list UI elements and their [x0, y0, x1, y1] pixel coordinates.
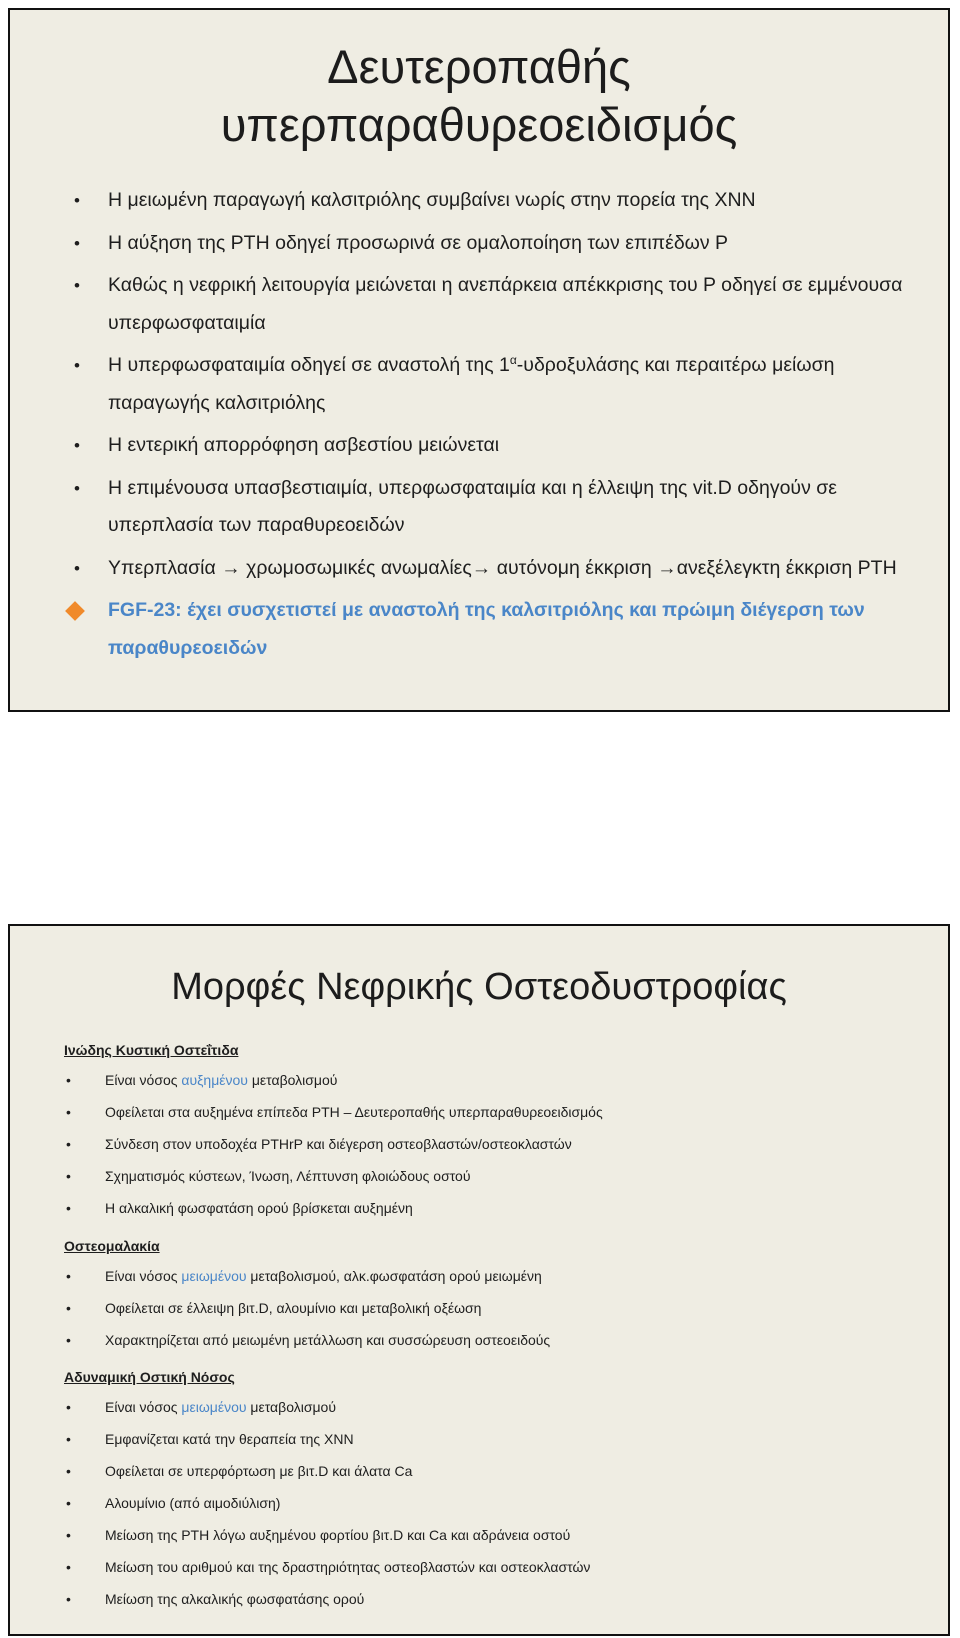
- bullet-dot-icon: •: [66, 1136, 71, 1152]
- list-item: [64, 1324, 924, 1356]
- highlight-word: μειωμένου: [181, 1268, 247, 1284]
- slide-secondary-hyperparathyroidism: [8, 8, 950, 712]
- list-item-text: Η επιμένουσα υπασβεστιαιμία, υπερφωσφαταιμία και η έλλειψη της vit.D οδηγούν σε υπερπλασία των παραθυρεοειδών: [108, 476, 837, 536]
- bullet-dot-icon: •: [74, 558, 80, 578]
- bullet-dot-icon: •: [66, 1399, 71, 1415]
- list-item: [70, 225, 930, 263]
- list-item: [70, 470, 930, 545]
- list-item-text-post: -υδροξυλάσης και περαιτέρω μείωση παραγωγής καλσιτριόλης: [108, 354, 835, 414]
- section-heading-osteitis-fibrosa: Ινώδης Κυστική Οστεΐτιδα: [64, 1042, 239, 1058]
- list-item-text: Η εντερική απορρόφηση ασβεστίου μειώνεται: [108, 434, 500, 456]
- list-item-text: Η μειωμένη παραγωγή καλσιτριόλης συμβαίνει νωρίς στην πορεία της ΧΝΝ: [108, 189, 756, 211]
- bullet-dot-icon: •: [66, 1072, 71, 1088]
- bullet-dot-icon: •: [66, 1104, 71, 1120]
- bullet-dot-icon: •: [74, 276, 80, 295]
- bullet-dot-icon: •: [66, 1495, 71, 1511]
- bullet-list: [70, 182, 930, 672]
- slide-title: [10, 38, 948, 154]
- bullet-dot-icon: •: [66, 1559, 71, 1575]
- list-item-text-post: μεταβολισμού, αλκ.φωσφατάση ορού μειωμένη: [246, 1268, 542, 1284]
- list-item-text: Είναι νόσος: [105, 1072, 182, 1088]
- orange-diamond-bullet-icon: [65, 601, 85, 621]
- highlight-word: αυξημένου: [181, 1072, 248, 1088]
- list-item-text: Μείωση της αλκαλικής φωσφατάσης ορού: [105, 1591, 365, 1607]
- fgf23-text: FGF-23: έχει συσχετιστεί με αναστολή της καλσιτριόλης και πρώιμη διέγερση των παραθυρεοειδών: [108, 599, 865, 659]
- bullet-dot-icon: •: [66, 1527, 71, 1543]
- list-item: [64, 1487, 924, 1519]
- slide-title: Μορφές Νεφρικής Οστεοδυστροφίας: [171, 966, 787, 1008]
- fgf23-highlight-item: [70, 592, 930, 667]
- list-item-text: Είναι νόσος: [105, 1268, 182, 1284]
- list-item-text: Η αύξηση της ΡΤΗ οδηγεί προσωρινά σε ομαλοποίηση των επιπέδων Ρ: [108, 231, 729, 254]
- bullet-dot-icon: •: [66, 1200, 71, 1216]
- list-item-text: Εμφανίζεται κατά την θεραπεία της ΧΝΝ: [105, 1431, 354, 1447]
- list-item: [64, 1128, 924, 1160]
- list-item-text-pre: Η υπερφωσφαταιμία οδηγεί σε αναστολή της 1: [108, 354, 510, 376]
- list-item: [64, 1519, 924, 1551]
- bullet-dot-icon: •: [74, 478, 80, 498]
- section-heading-osteomalacia: Οστεομαλακία: [64, 1238, 160, 1254]
- list-item: [70, 182, 930, 220]
- list-item: [70, 550, 930, 588]
- list-item-text: Καθώς η νεφρική λειτουργία μειώνεται η ανεπάρκεια απέκκρισης του Ρ οδηγεί σε εμμένουσα υπερφωσφαταιμία: [108, 274, 903, 334]
- list-item-text-post: μεταβολισμού: [246, 1399, 336, 1415]
- bullet-dot-icon: •: [66, 1463, 71, 1479]
- list-item: [64, 1455, 924, 1487]
- list-item-text: Οφείλεται σε έλλειψη βιτ.D, αλουμίνιο και μεταβολική οξέωση: [105, 1300, 482, 1316]
- bullet-list-osteitis-fibrosa: [64, 1064, 924, 1224]
- slide-title-line-1: Δευτεροπαθής: [327, 40, 631, 93]
- list-item: [64, 1551, 924, 1583]
- bullet-dot-icon: •: [66, 1332, 71, 1348]
- slide-renal-osteodystrophy-forms: [8, 924, 950, 1636]
- bullet-list-osteomalacia: [64, 1260, 924, 1356]
- section-heading-adynamic-bone-disease: Αδυναμική Οστική Νόσος: [64, 1369, 235, 1385]
- bullet-dot-icon: •: [66, 1268, 71, 1284]
- list-item-text: Οφείλεται σε υπερφόρτωση με βιτ.D και άλατα Ca: [105, 1463, 413, 1479]
- list-item: [64, 1391, 924, 1423]
- bullet-dot-icon: •: [74, 436, 80, 455]
- bullet-dot-icon: •: [66, 1168, 71, 1184]
- list-item: [64, 1096, 924, 1128]
- list-item: [70, 267, 930, 342]
- bullet-dot-icon: •: [74, 356, 80, 375]
- list-item-text-post: μεταβολισμού: [247, 1072, 338, 1088]
- list-item: [64, 1064, 924, 1096]
- list-item-text: Μείωση της ΡΤΗ λόγω αυξημένου φορτίου βιτ.D και Ca και αδράνεια οστού: [105, 1527, 571, 1543]
- list-item: [64, 1583, 924, 1615]
- highlight-word: μειωμένου: [181, 1399, 247, 1415]
- list-item: [70, 347, 930, 422]
- list-item-text: Οφείλεται στα αυξημένα επίπεδα ΡΤΗ – Δευτεροπαθής υπερπαραθυρεοειδισμός: [105, 1104, 603, 1120]
- slide-title-line-2: υπερπαραθυρεοειδισμός: [220, 98, 738, 151]
- bullet-dot-icon: •: [74, 191, 80, 210]
- list-item-text: Υπερπλασία → χρωμοσωμικές ανωμαλίες→ αυτόνομη έκκριση →ανεξέλεγκτη έκκριση ΡΤΗ: [108, 556, 897, 579]
- bullet-list-adynamic-bone-disease: [64, 1391, 924, 1615]
- list-item-text: Σχηματισμός κύστεων, Ίνωση, Λέπτυνση φλοιώδους οστού: [105, 1168, 471, 1184]
- bullet-dot-icon: •: [66, 1300, 71, 1316]
- bullet-dot-icon: •: [66, 1591, 71, 1607]
- bullet-dot-icon: •: [66, 1431, 71, 1447]
- list-item-text: Αλουμίνιο (από αιμοδιύλιση): [105, 1495, 281, 1511]
- list-item: [64, 1160, 924, 1192]
- list-item: [64, 1423, 924, 1455]
- list-item: [64, 1292, 924, 1324]
- bullet-dot-icon: •: [74, 233, 80, 253]
- list-item-text: Είναι νόσος: [105, 1399, 182, 1415]
- superscript-alpha: α: [509, 353, 517, 367]
- list-item-text: Σύνδεση στον υποδοχέα ΡΤΗrΡ και διέγερση οστεοβλαστών/οστεοκλαστών: [105, 1136, 572, 1152]
- list-item-text: Η αλκαλική φωσφατάση ορού βρίσκεται αυξημένη: [105, 1200, 413, 1216]
- list-item: [70, 427, 930, 465]
- list-item: [64, 1260, 924, 1292]
- list-item: [64, 1192, 924, 1224]
- list-item-text: Μείωση του αριθμού και της δραστηριότητας οστεοβλαστών και οστεοκλαστών: [105, 1559, 591, 1575]
- list-item-text: Χαρακτηρίζεται από μειωμένη μετάλλωση και συσσώρευση οστεοειδούς: [105, 1332, 551, 1348]
